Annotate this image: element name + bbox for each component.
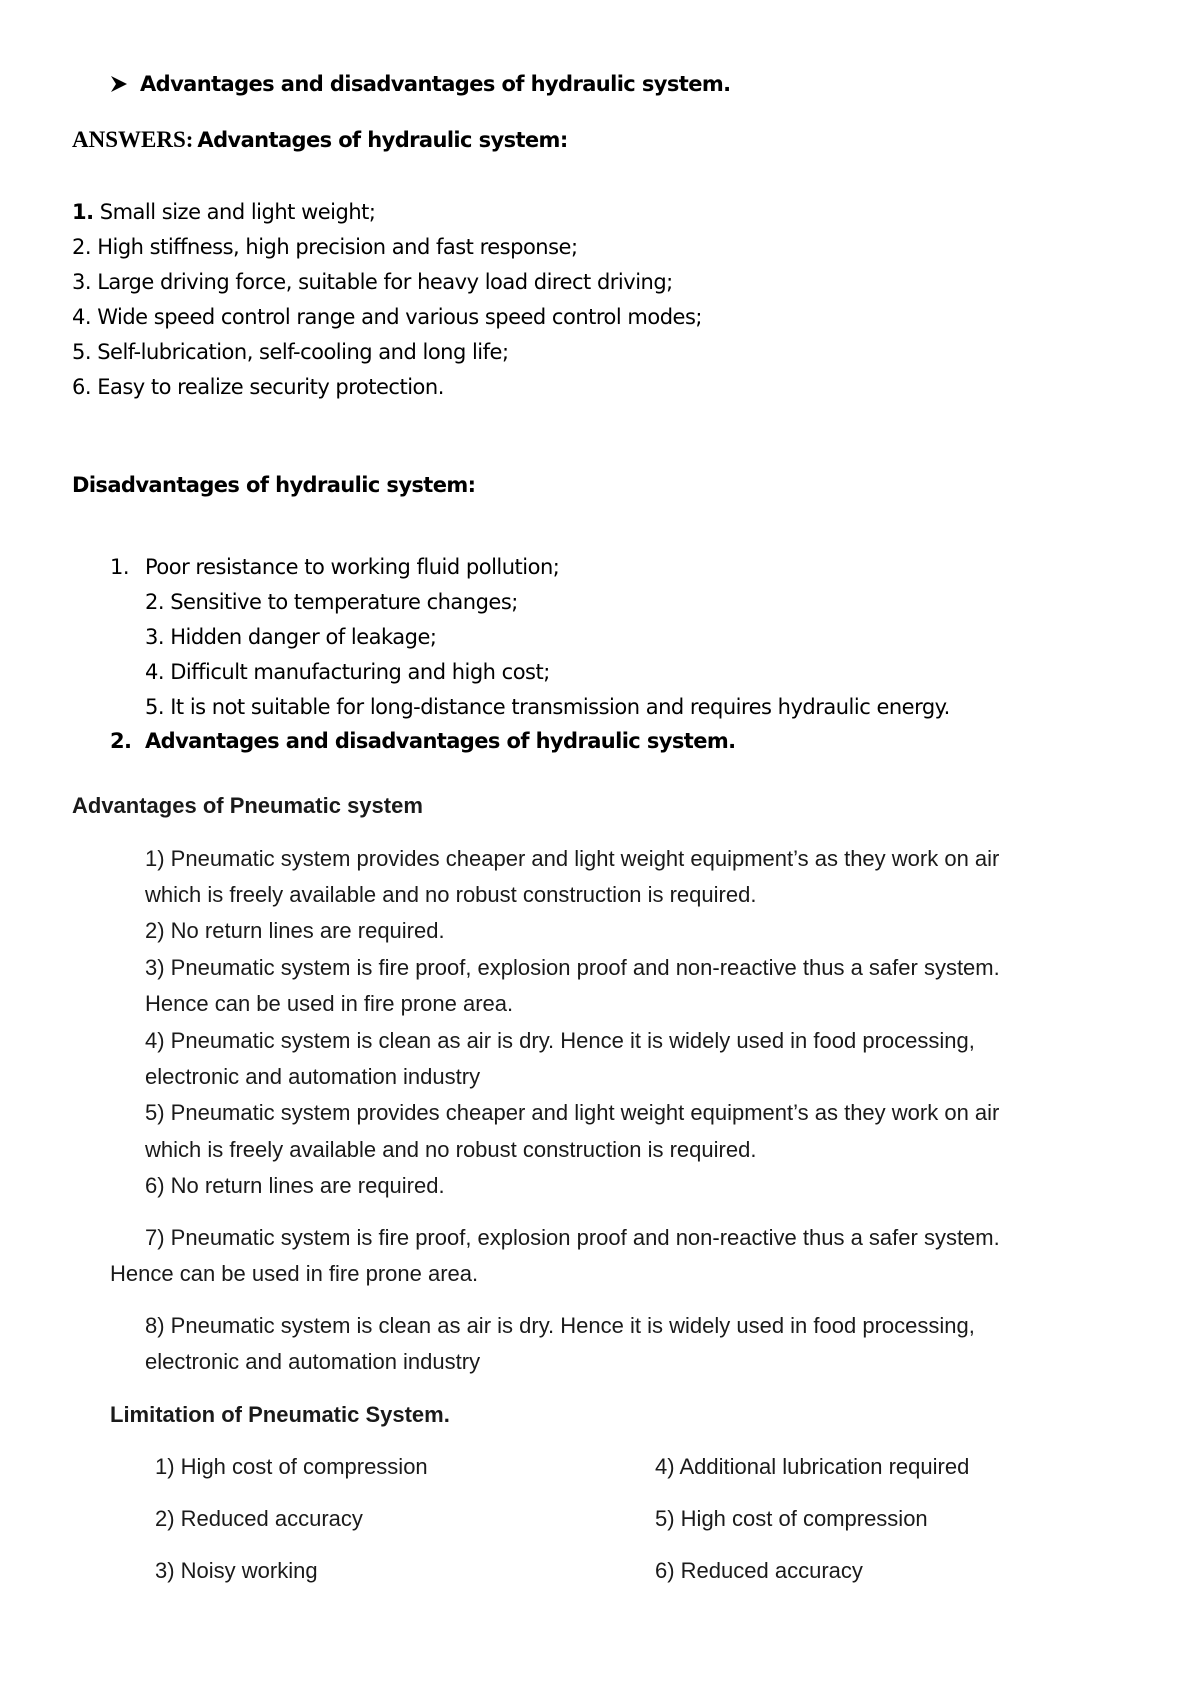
limitation-item: 1) High cost of compression (155, 1454, 428, 1479)
paragraph-line: electronic and automation industry (145, 1349, 481, 1374)
paragraph-line: 6) No return lines are required. (145, 1173, 445, 1198)
answers-prefix: ANSWERS: (72, 127, 194, 152)
list-item: 3. Large driving force, suitable for heavy load direct driving; (72, 270, 673, 294)
section-heading (110, 72, 731, 96)
paragraph-line: Hence can be used in fire prone area. (110, 1261, 479, 1286)
list-item: 2. Sensitive to temperature changes; (145, 590, 518, 614)
arrow-bullet-icon (110, 72, 140, 96)
limitation-item: 3) Noisy working (155, 1558, 318, 1583)
list-item: 1. Poor resistance to working fluid pollution; (110, 555, 560, 579)
paragraph-line: 8) Pneumatic system is clean as air is dry. Hence it is widely used in food processing, (145, 1313, 975, 1338)
limitation-title: Limitation of Pneumatic System. (110, 1402, 450, 1427)
paragraph-line: 7) Pneumatic system is fire proof, explosion proof and non-reactive thus a safer system. (145, 1225, 1000, 1250)
list-item: 1. Small size and light weight; (72, 200, 376, 224)
paragraph-line: 5) Pneumatic system provides cheaper and light weight equipment’s as they work on air (145, 1100, 1000, 1125)
paragraph-line: which is freely available and no robust construction is required. (145, 1137, 757, 1162)
list-item: 2. High stiffness, high precision and fast response; (72, 235, 578, 259)
list-item: 4. Wide speed control range and various speed control modes; (72, 305, 702, 329)
paragraph-line: 3) Pneumatic system is fire proof, explosion proof and non-reactive thus a safer system. (145, 955, 1000, 980)
limitation-item: 6) Reduced accuracy (655, 1558, 863, 1583)
paragraph-line: which is freely available and no robust construction is required. (145, 882, 757, 907)
limitation-item: 4) Additional lubrication required (655, 1454, 970, 1479)
list-item: 4. Difficult manufacturing and high cost; (145, 660, 550, 684)
list-item: 5. Self-lubrication, self-cooling and long life; (72, 340, 509, 364)
paragraph-line: 4) Pneumatic system is clean as air is dry. Hence it is widely used in food processing, (145, 1028, 975, 1053)
disadvantages-title: Disadvantages of hydraulic system: (72, 473, 476, 497)
list-item: 5. It is not suitable for long-distance transmission and requires hydraulic energy. (145, 695, 950, 719)
pneumatic-advantages-title: Advantages of Pneumatic system (72, 793, 423, 818)
paragraph-line: electronic and automation industry (145, 1064, 481, 1089)
paragraph-line: 1) Pneumatic system provides cheaper and light weight equipment’s as they work on air (145, 846, 1000, 871)
heading-text: Advantages and disadvantages of hydraulic system. (140, 72, 731, 96)
limitation-item: 5) High cost of compression (655, 1506, 928, 1531)
advantages-title: Advantages of hydraulic system: (197, 128, 568, 152)
answers-line (72, 127, 568, 153)
limitation-item: 2) Reduced accuracy (155, 1506, 363, 1531)
section-heading: 2. Advantages and disadvantages of hydraulic system. (110, 729, 736, 753)
paragraph-line: 2) No return lines are required. (145, 918, 445, 943)
paragraph-line: Hence can be used in fire prone area. (145, 991, 514, 1016)
list-item: 3. Hidden danger of leakage; (145, 625, 437, 649)
list-item: 6. Easy to realize security protection. (72, 375, 444, 399)
